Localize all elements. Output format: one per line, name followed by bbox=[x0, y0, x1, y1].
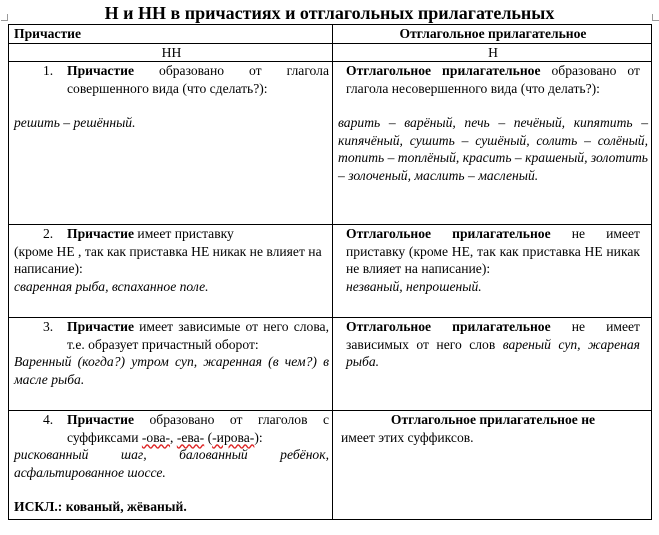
separator: ): bbox=[254, 429, 263, 445]
subheader-row bbox=[9, 43, 652, 62]
header-participle: Причастие bbox=[9, 25, 333, 44]
header-row bbox=[9, 25, 652, 44]
rule-cell-participle-2 bbox=[9, 225, 333, 318]
rule-text bbox=[14, 411, 329, 446]
table-row bbox=[9, 411, 652, 520]
rule-description: образовано от глагола несовершенного вида (что делать?): bbox=[346, 63, 640, 96]
term-participle: Причастие bbox=[67, 412, 135, 427]
exception-text: ИСКЛ.: кованый, жёваный. bbox=[14, 499, 187, 514]
rule-cell-participle-3 bbox=[9, 318, 333, 411]
separator: ( bbox=[204, 429, 213, 445]
rule-number: 4. bbox=[43, 412, 54, 427]
example-text: вареный суп, жареная рыба. bbox=[346, 336, 640, 369]
rule-cell-adjective-3 bbox=[333, 318, 652, 411]
page-title: Н и НН в причастиях и отглагольных прилагательных bbox=[104, 3, 555, 23]
rule-text bbox=[14, 62, 329, 97]
separator: , bbox=[170, 429, 177, 445]
suffix-ova: -ова- bbox=[141, 429, 171, 445]
example-text: незваный, непрошеный. bbox=[346, 278, 482, 294]
example-text: рискованный шаг, балованный ребёнок, асфальтированное шоссе. bbox=[14, 447, 329, 480]
suffix-eva: -ева- bbox=[176, 429, 205, 445]
rule-description: имеет этих суффиксов. bbox=[341, 429, 474, 445]
term-adjective: Отглагольное прилагательное bbox=[346, 319, 551, 334]
example-text: сваренная рыба, вспаханное поле. bbox=[14, 278, 209, 294]
term-adjective: Отглагольное прилагательное не bbox=[390, 412, 596, 427]
table-row bbox=[9, 318, 652, 411]
table-row bbox=[9, 62, 652, 225]
rule-description: имеет приставку bbox=[134, 226, 234, 241]
rule-text bbox=[14, 318, 329, 353]
rule-number: 2. bbox=[43, 226, 54, 241]
rule-text bbox=[338, 225, 648, 278]
example-text: решить – решённый. bbox=[14, 115, 136, 130]
rule-title bbox=[338, 411, 648, 429]
rule-description: не имеет приставку (кроме НЕ, так как приставка НЕ никак не влияет на написание): bbox=[346, 226, 640, 276]
term-participle: Причастие bbox=[67, 319, 135, 334]
rule-text bbox=[14, 225, 329, 243]
rule-description: образовано от глагола совершенного вида (что сделать?): bbox=[67, 63, 329, 96]
rule-text bbox=[338, 62, 648, 97]
subheader-nn: НН bbox=[9, 43, 333, 62]
rule-number: 3. bbox=[43, 319, 54, 334]
rule-cell-participle-1 bbox=[9, 62, 333, 225]
term-participle: Причастие bbox=[67, 226, 135, 241]
example-text: варить – варёный, печь – печёный, кипятить – кипячёный, сушить – сушёный, солить – солёный, топить – топлёный, красить – крашеный, золотить – золоченый, маслить – масленый. bbox=[338, 115, 648, 183]
term-participle: Причастие bbox=[67, 63, 135, 78]
rule-text bbox=[338, 318, 648, 371]
rule-note: (кроме НЕ , так как приставка НЕ никак не влияет на написание): bbox=[14, 243, 322, 276]
header-adjective: Отглагольное прилагательное bbox=[333, 25, 652, 44]
rule-cell-adjective-1 bbox=[333, 62, 652, 225]
term-adjective: Отглагольное прилагательное bbox=[346, 226, 551, 241]
rules-table bbox=[8, 24, 652, 520]
rule-description: имеет зависимые от него слова, т.е. образует причастный оборот: bbox=[67, 319, 329, 352]
example-text: Варенный (когда?) утром суп, жаренная (в чем?) в масле рыба. bbox=[14, 354, 329, 387]
subheader-n: Н bbox=[333, 43, 652, 62]
table-row bbox=[9, 225, 652, 318]
term-adjective: Отглагольное прилагательное bbox=[346, 63, 541, 78]
rule-description: не имеет зависимых от него слов bbox=[346, 319, 640, 352]
rule-cell-adjective-4 bbox=[333, 411, 652, 520]
suffix-irova: -ирова- bbox=[212, 429, 255, 445]
rule-number: 1. bbox=[43, 63, 54, 78]
rule-description: образовано от глаголов с суффиксами bbox=[67, 412, 329, 445]
rule-cell-adjective-2 bbox=[333, 225, 652, 318]
rule-cell-participle-4 bbox=[9, 411, 333, 520]
